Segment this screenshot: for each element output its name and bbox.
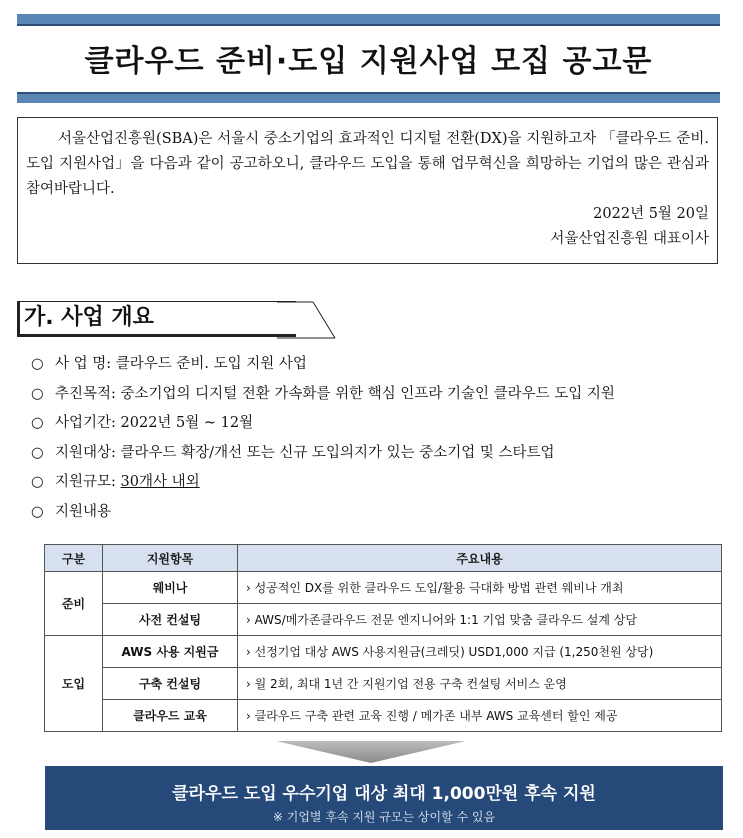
item-label: 지원내용 [55, 503, 112, 520]
list-item [31, 350, 731, 380]
circle-bullet-icon: ○ [31, 503, 44, 520]
banner-sub-text: ※ 기업별 후속 지원 규모는 상이할 수 있음 [272, 810, 496, 824]
item-cell: AWS 사용 지원금 [103, 636, 238, 668]
title-block [17, 14, 720, 99]
content-cell: › AWS/메가존클라우드 전문 엔지니어와 1:1 기업 맞춤 클라우드 설계 상담 [238, 604, 722, 636]
item-label: 지원규모: [55, 474, 116, 490]
list-item [31, 468, 731, 498]
table-row [45, 604, 722, 636]
item-value: 클라우드 준비. 도입 지원 사업 [115, 356, 307, 372]
group-cell: 도입 [45, 636, 103, 732]
circle-bullet-icon: ○ [31, 474, 44, 490]
table-row [45, 572, 722, 604]
item-label: 사 업 명: [55, 356, 112, 372]
title-bottom-bar [17, 92, 720, 103]
section-heading [17, 301, 317, 341]
item-cell: 사전 컨설팅 [103, 604, 238, 636]
header-category: 구분 [45, 545, 103, 572]
content-cell: › 선정기업 대상 AWS 사용지원금(크레딧) USD1,000 지급 (1,250천원 상당) [238, 636, 722, 668]
notice-signer: 서울산업진흥원 대표이사 [550, 231, 709, 247]
table-row [45, 636, 722, 668]
section-title: 가. 사업 개요 [17, 301, 296, 337]
circle-bullet-icon: ○ [31, 356, 44, 372]
item-label: 지원대상: [55, 444, 116, 461]
overview-list [31, 350, 731, 527]
item-value: 중소기업의 디지털 전환 가속화를 위한 핵심 인프라 기술인 클라우드 도입 지원 [120, 385, 615, 402]
group-cell: 준비 [45, 572, 103, 636]
section-heading-slant [277, 301, 337, 341]
item-value: 30개사 내외 [120, 474, 200, 490]
notice-body: 서울산업진흥원(SBA)은 서울시 중소기업의 효과적인 디지털 전환(DX)을 지원하고자 「클라우드 준비. 도입 지원사업」을 다음과 같이 공고하오니, 클라우드 도입을 통해 업무혁신을 희망하는 기업의 많은 관심과 참여바랍니다. [26, 131, 709, 197]
circle-bullet-icon: ○ [31, 444, 44, 461]
list-item [31, 498, 731, 528]
header-content: 주요내용 [238, 545, 722, 572]
title-top-bar [17, 14, 720, 26]
item-value: 클라우드 확장/개선 또는 신규 도입의지가 있는 중소기업 및 스타트업 [120, 444, 555, 461]
arrow-down-icon [276, 741, 466, 763]
notice-date: 2022년 5월 20일 [593, 206, 709, 222]
content-cell: › 성공적인 DX를 위한 클라우드 도입/활용 극대화 방법 관련 웨비나 개최 [238, 572, 722, 604]
item-cell: 클라우드 교육 [103, 700, 238, 732]
item-label: 사업기간: [55, 415, 116, 431]
header-item: 지원항목 [103, 545, 238, 572]
content-cell: › 클라우드 구축 관련 교육 진행 / 메가존 내부 AWS 교육센터 할인 제공 [238, 700, 722, 732]
item-cell: 구축 컨설팅 [103, 668, 238, 700]
circle-bullet-icon: ○ [31, 385, 44, 402]
table-row [45, 700, 722, 732]
table-header-row [45, 545, 722, 572]
item-label: 추진목적: [55, 385, 116, 402]
content-cell: › 월 2회, 최대 1년 간 지원기업 전용 구축 컨설팅 서비스 운영 [238, 668, 722, 700]
item-cell: 웨비나 [103, 572, 238, 604]
followup-banner [45, 766, 723, 830]
page-title: 클라우드 준비·도입 지원사업 모집 공고문 [84, 44, 653, 79]
circle-bullet-icon: ○ [31, 415, 44, 431]
support-table [44, 544, 722, 732]
table-row [45, 668, 722, 700]
item-value: 2022년 5월 ~ 12월 [120, 415, 254, 431]
list-item [31, 409, 731, 439]
notice-box [17, 117, 718, 264]
list-item [31, 380, 731, 410]
banner-main-text: 클라우드 도입 우수기업 대상 최대 1,000만원 후속 지원 [172, 784, 596, 804]
list-item [31, 439, 731, 469]
